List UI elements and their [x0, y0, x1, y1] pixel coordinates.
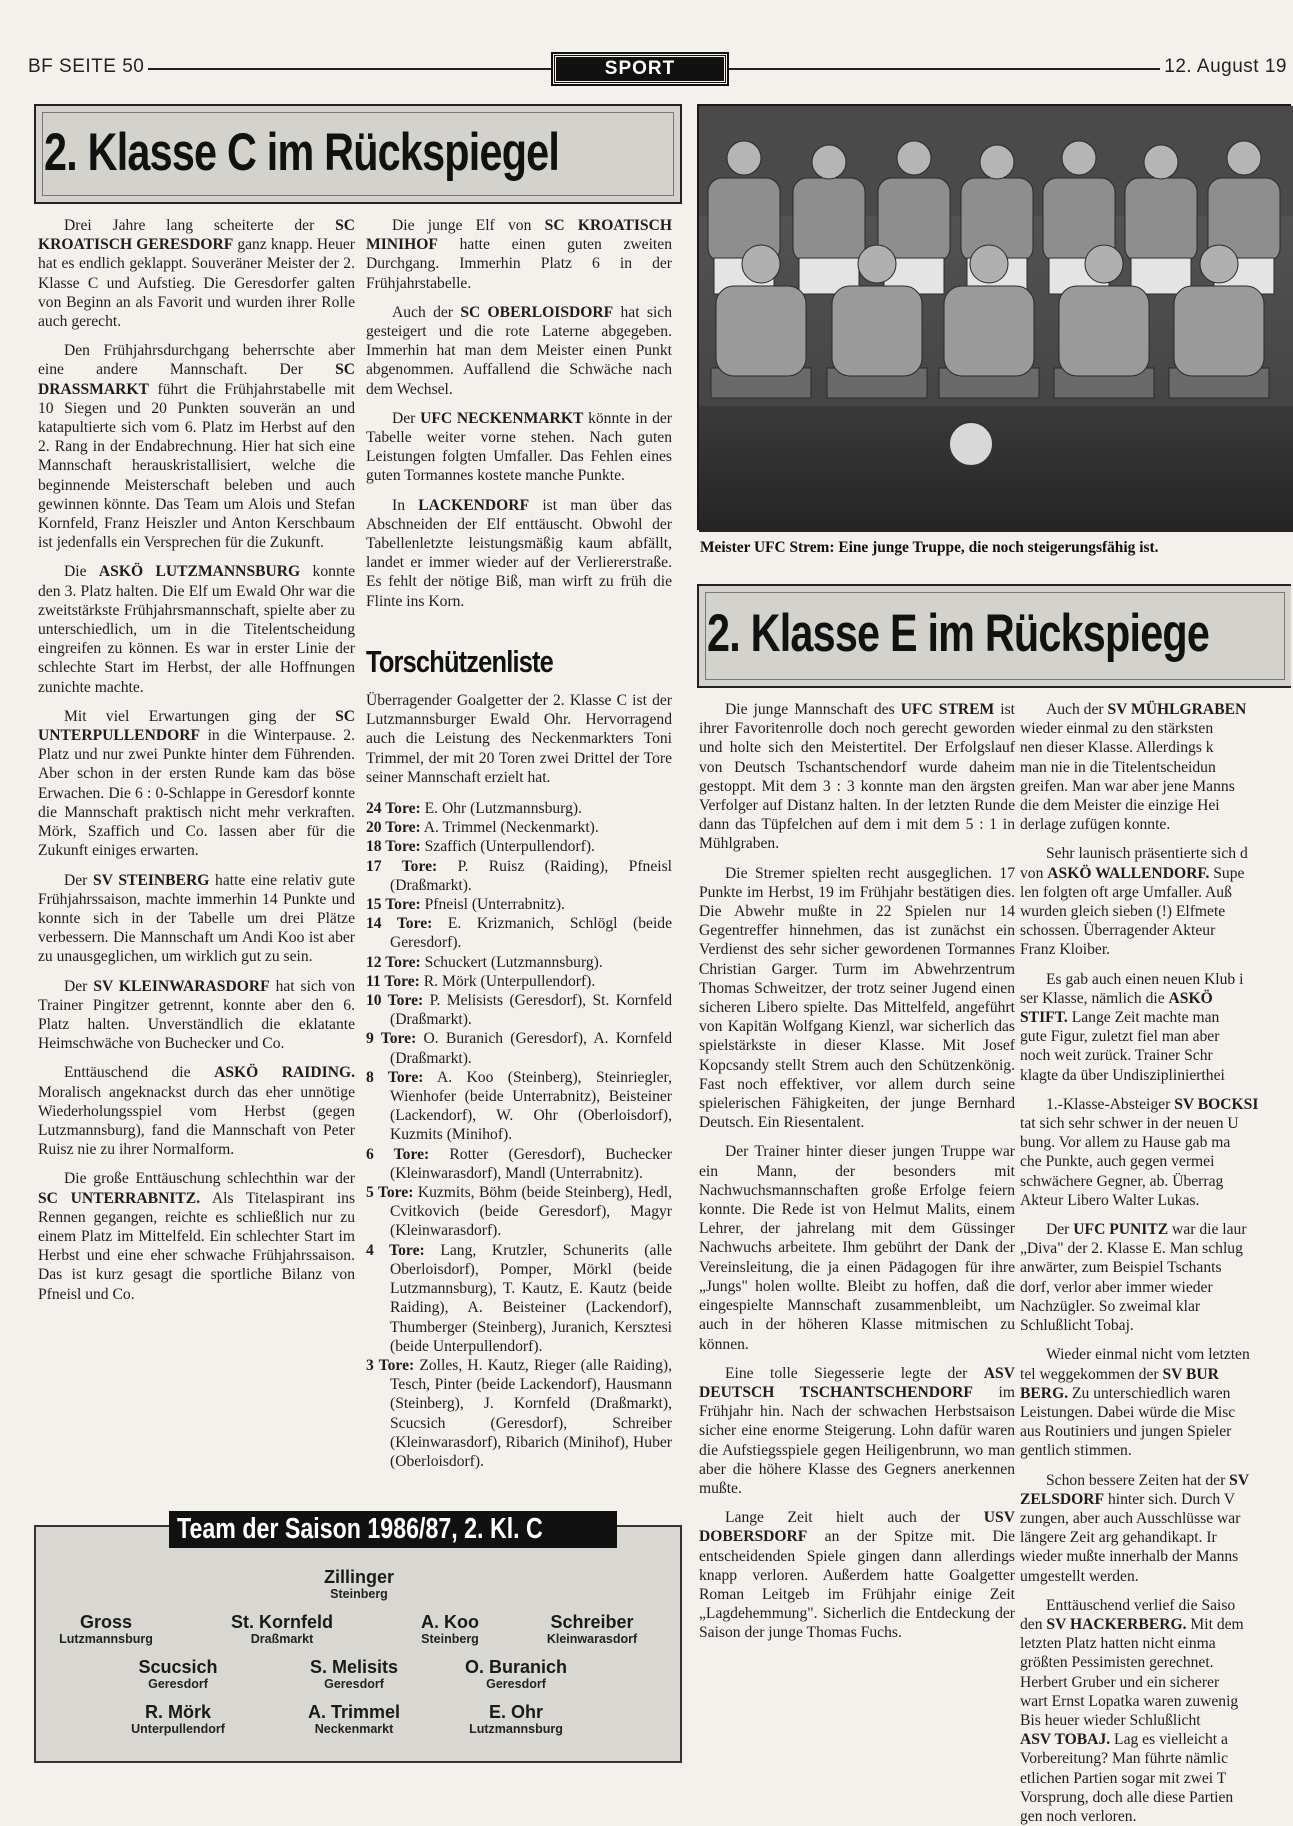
text-line: Vorbereitung? Man führte nämlic — [1020, 1750, 1228, 1768]
text-line: zungen, aber auch Ausschlüsse war — [1020, 1509, 1241, 1527]
player-club: Unterpullendorf — [131, 1722, 225, 1736]
headline-klasse-c: 2. Klasse C im Rückspiegel — [44, 123, 560, 182]
paragraph: Drei Jahre lang scheiterte der SC KROATISCH GERESDORF ganz knapp. Heuer hat es endlich geklappt. Souveräner Meister der 2. Klasse C und Aufstieg. Die Geresdorfer galten von Beginn an als Favorit und wurden ihrer Rolle auch gerecht. — [38, 217, 355, 331]
text-line: Leistungen. Dabei würde die Misc — [1020, 1403, 1236, 1421]
paragraph: Die junge Elf von SC KROATISCH MINIHOF hatte einen guten zweiten Durchgang. Immerhin Platz 6 in der Frühjahrstabelle. — [366, 217, 672, 292]
paragraph: Die junge Mannschaft des UFC STREM ist ihrer Favoritenrolle doch noch gerecht geworden und holte sich den Meistertitel. Der Erfolgslauf von Deutsch Tschantschendorf wurde daheim gestoppt. Mit dem 3 : 3 konnte man den ärgsten Verfolger auf Distanz halten. In der letzten Runde dann das Tüpfelchen auf dem i mit dem 5 : 1 in Mühlgraben. — [699, 701, 1015, 853]
text-line: etlichen Partien sogar mit zwei T — [1020, 1769, 1227, 1787]
team-player — [264, 1657, 444, 1691]
scorer-intro: Überragender Goalgetter der 2. Klasse C ist der Lutzmannsburger Ewald Ohr. Hervorragend auch die Leistung des Neckenmarkters Toni Trimmel, der mit 20 Toren zwei Drittel der Tore seiner Mannschaft erzielt hat. — [366, 692, 672, 786]
scorer-entry: 24 Tore: E. Ohr (Lutzmannsburg). — [366, 800, 582, 818]
scorer-entry: 12 Tore: Schuckert (Lutzmannsburg). — [366, 953, 603, 971]
paragraph: Lange Zeit hielt auch der USV DOBERSDORF an der Spitze mit. Die entscheidenden Spiele gingen dann allerdings knapp verloren. Außerdem hatte Goalgetter Roman Leitgeb im Frühjahr einige Zeit „Lagdehemmung". Sicherlich die Entdeckung der Saison der junge Thomas Fuchs. — [699, 1509, 1015, 1642]
player-name: R. Mörk — [144, 1702, 211, 1722]
text-line: klagte da über Undisziplinierthei — [1020, 1066, 1225, 1084]
article-column-2 — [366, 216, 672, 621]
player-club: Steinberg — [330, 1587, 388, 1601]
text-line: ASV TOBAJ. Lag es vielleicht a — [1020, 1731, 1228, 1749]
text-line: Herbert Gruber und ein sicherer — [1020, 1673, 1220, 1691]
scorer-entry: 6 Tore: Rotter (Geresdorf), Buchecker (Kleinwarasdorf), Mandl (Unterrabnitz). — [366, 1145, 672, 1182]
player-club: Lutzmannsburg — [469, 1722, 563, 1736]
paragraph: Der SV STEINBERG hatte eine relativ gute Frühjahrssaison, machte immerhin 14 Punkte und konnte sich in der Tabelle um drei Plätze verbessern. Die Mannschaft um Andi Koo ist aber zu unausgeglichen, um wirklich gut zu sein. — [38, 871, 355, 966]
text-line: tel weggekommen der SV BUR — [1020, 1365, 1219, 1383]
text-line: Es gab auch einen neuen Klub i — [1046, 970, 1244, 988]
scorer-entry: 9 Tore: O. Buranich (Geresdorf), A. Kornfeld (Draßmarkt). — [366, 1030, 673, 1067]
team-player — [264, 1702, 444, 1736]
paragraph: Die Stremer spielten recht ausgeglichen. 17 Punkte im Herbst, 19 im Frühjahr bestätigen dies. Die Abwehr mußte in 22 Spielen nur 14 Gegentreffer hinnehmen, das ist zunächst ein Verdienst des sehr sicher gewordenen Tormannes Christian Garger. Turm im Abwehrzentrum Thomas Schweitzer, der trotz seiner Jugend einen sicheren Libero spielte. Das Mittelfeld, angeführt von Kapitän Wolfgang Kienzl, war sicherlich das spielstärkste in dieser Klasse. Mit Josef Kopcsandy stellt Strem auch den Schützenkönig. Fast noch effektiver, vor allem durch seine spielerischen Fähigkeiten, der junge Bernhard Deutsch. Ein Riesentalent. — [699, 864, 1015, 1132]
text-line: Sehr launisch präsentierte sich d — [1046, 845, 1248, 863]
scorer-entry: 17 Tore: P. Ruisz (Raiding), Pfneisl (Draßmarkt). — [366, 857, 672, 894]
text-line: „Diva" der 2. Klasse E. Man schlug — [1020, 1240, 1243, 1258]
text-line: ser Klasse, nämlich die ASKÖ — [1020, 989, 1213, 1007]
text-line: Wieder einmal nicht vom letzten — [1046, 1346, 1250, 1364]
text-line: nen dieser Klasse. Allerdings k — [1020, 739, 1214, 757]
player-club: Geresdorf — [486, 1677, 546, 1691]
headline-box-klasse-c — [34, 104, 682, 204]
text-line: che Punkte, auch gegen vermei — [1020, 1153, 1215, 1171]
scorer-entries — [366, 799, 672, 1471]
player-name: Zillinger — [323, 1567, 394, 1587]
text-line: den SV HACKERBERG. Mit dem — [1020, 1615, 1244, 1633]
text-line: wieder einmal zu den stärksten — [1020, 720, 1214, 738]
player-club: Steinberg — [421, 1632, 479, 1646]
text-line: umgestellt werden. — [1020, 1567, 1139, 1585]
scorer-entry: 4 Tore: Lang, Krutzler, Schunerits (alle Oberloisdorf), Pomper, Mörkl (beide Lutzmannsburg), T. Kautz, E. Kautz (beide Raiding), A. Beisteiner (Lackendorf), Thumberger (Steinberg), Juranich, Kersztesi (beide Unterpullendorf). — [366, 1241, 672, 1355]
text-line: die dem Meister die einzige Hei — [1020, 797, 1220, 815]
issue-date: 12. August 19 — [1160, 56, 1291, 78]
text-line: schwächere Gegner, ab. Überrag — [1020, 1172, 1224, 1190]
player-club: Geresdorf — [148, 1677, 208, 1691]
headline-klasse-e: 2. Klasse E im Rückspiege — [707, 604, 1210, 663]
text-line: Bis heuer wieder Schlußlicht — [1020, 1711, 1201, 1729]
text-line: Vorsprung, doch alle diese Partien — [1020, 1788, 1234, 1806]
player-name: E. Ohr — [488, 1702, 543, 1722]
player-club: Geresdorf — [324, 1677, 384, 1691]
paragraph: Mit viel Erwartungen ging der SC UNTERPULLENDORF in die Winterpause. 2. Platz und nur zwei Punkte hinter dem Führenden. Aber schon in der ersten Runde kam das böse Erwachen. Die 6 : 0-Schlappe in Geresdorf konnte die Mannschaft praktisch nicht mehr verkraften. Mörk, Szaffich und Co. lassen aber für die Zukunft einiges erwarten. — [38, 707, 355, 860]
player-club: Neckenmarkt — [314, 1722, 394, 1736]
player-name: S. Melisits — [309, 1657, 399, 1677]
text-line: tat sich sehr schwer in der neuen U — [1020, 1115, 1239, 1133]
text-line: Schon bessere Zeiten hat der SV — [1046, 1471, 1250, 1489]
text-line: von ASKÖ WALLENDORF. Supe — [1020, 864, 1245, 882]
text-line: längere Zeit arg gehandikapt. Ir — [1020, 1529, 1217, 1547]
text-line: Schlußlicht Tobaj. — [1020, 1317, 1134, 1335]
player-name: A. Trimmel — [307, 1702, 401, 1722]
player-name: O. Buranich — [464, 1657, 567, 1677]
text-line: noch weit zurück. Trainer Schr — [1020, 1047, 1213, 1065]
text-line: anwärter, zum Beispiel Tschants — [1020, 1259, 1222, 1277]
text-line: Der UFC PUNITZ war die laur — [1046, 1221, 1247, 1239]
scorer-entry: 8 Tore: A. Koo (Steinberg), Steinriegler, Wienhofer (beide Unterrabnitz), Beisteiner (Lackendorf), W. Ohr (Oberloisdorf), Kuzmits (Minihof). — [366, 1068, 672, 1144]
team-player — [502, 1612, 682, 1646]
text-line: wart Ernst Lopatka waren zuwenig — [1020, 1692, 1239, 1710]
text-line: greifen. Man war aber jene Manns — [1020, 777, 1235, 795]
paragraph: Die ASKÖ LUTZMANNSBURG konnte den 3. Platz halten. Die Elf um Ewald Ohr war die zweitstärkste Frühjahrsmannschaft, spielte aber zu unterschiedlich, um in die Titelentscheidung eingreifen zu können. Es war in erster Linie der schlechte Start im Herbst, der alle Hoffnungen zunichte machte. — [38, 563, 355, 696]
paragraph: Den Frühjahrsdurchgang beherrschte aber eine andere Mannschaft. Der SC DRASSMARKT führt die Frühjahrstabelle mit 10 Siegen und 20 Punkten souverän an und katapultierte sich vom 6. Platz im Herbst auf den 2. Rang in der Endabrechnung. Hier hat sich eine Mannschaft herauskristallisiert, welche die beginnende Meisterschaft beleben und auch gewinnen könnte. Das Team um Alois und Stefan Kornfeld, Franz Heiszler und Anton Kerschbaum ist jedenfalls ein Versprechen für die Zukunft. — [38, 342, 355, 552]
section-label: SPORT — [553, 54, 727, 84]
team-player — [426, 1657, 606, 1691]
team-player — [16, 1612, 196, 1646]
player-club: Kleinwarasdorf — [546, 1632, 638, 1646]
subheading-torschuetzenliste: Torschützenliste — [366, 644, 553, 679]
paragraph: In LACKENDORF ist man über das Abschneiden der Elf enttäuscht. Obwohl der Tabellenletzte leistungsmäßig kaum abfällt, landet er immer wieder auf der Verliererstraße. Es fehlt der nötige Biß, man wirft zu früh die Flinte ins Korn. — [366, 496, 673, 610]
text-line: wieder mußte innerhalb der Manns — [1020, 1548, 1239, 1566]
team-player — [192, 1612, 372, 1646]
team-player — [88, 1702, 268, 1736]
scorer-entry: 5 Tore: Kuzmits, Böhm (beide Steinberg), Hedl, Cvitkovich (beide Geresdorf), Magyr (Kleinwarasdorf). — [366, 1184, 672, 1240]
paragraph: Auch der SC OBERLOISDORF hat sich gesteigert und die rote Laterne abgegeben. Immerhin hat man dem Meister einen Punkt abgenommen. Auffallend die Schwäche nach dem Wechsel. — [366, 303, 672, 398]
article-column-1 — [38, 216, 355, 1314]
article-column-4 — [1020, 700, 1291, 1826]
player-club: Draßmarkt — [250, 1632, 314, 1646]
article-column-3 — [699, 700, 1015, 1653]
scorer-entry: 14 Tore: E. Krizmanich, Schlögl (beide Geresdorf). — [366, 915, 672, 952]
paragraph: Der SV KLEINWARASDORF hat sich von Trainer Pingitzer getrennt, konnte aber den 6. Platz halten. Unverständlich die eklatante Heimschwäche von Buchecker und Co. — [38, 977, 355, 1053]
team-title: Team der Saison 1986/87, 2. Kl. C — [169, 1511, 617, 1548]
text-line: man nie in die Titelentscheidun — [1020, 758, 1216, 776]
scorer-entry: 18 Tore: Szaffich (Unterpullendorf). — [366, 838, 595, 856]
scorer-entry: 11 Tore: R. Mörk (Unterpullendorf). — [366, 972, 596, 990]
player-name: Scucsich — [138, 1657, 218, 1677]
text-line: letzten Platz hatten nicht einma — [1020, 1635, 1216, 1653]
paragraph: Enttäuschend die ASKÖ RAIDING. Moralisch angeknackst durch das eher unnötige Wiederholungsspiel vom Herbst (gegen Lutzmannsburg), fand die Mannschaft von Peter Ruisz nie zu ihrer Normalform. — [38, 1064, 355, 1159]
text-line: größten Pessimisten gerechnet. — [1020, 1654, 1214, 1672]
text-line: gentlich stimmen. — [1020, 1442, 1132, 1460]
text-line: BERG. Zu unterschiedlich waren — [1020, 1384, 1231, 1402]
scorer-list — [366, 691, 672, 1471]
page-number: BF SEITE 50 — [24, 56, 148, 78]
text-line: Akteur Libero Walter Lukas. — [1020, 1191, 1200, 1209]
team-player — [426, 1702, 606, 1736]
team-player — [88, 1657, 268, 1691]
player-name: Gross — [79, 1612, 133, 1632]
text-line: 1.-Klasse-Absteiger SV BOCKSI — [1046, 1095, 1259, 1113]
team-photo-image — [699, 106, 1293, 532]
player-club: Lutzmannsburg — [59, 1632, 153, 1646]
scorer-entry: 15 Tore: Pfneisl (Unterrabnitz). — [366, 896, 565, 914]
text-line: STIFT. Lange Zeit machte man — [1020, 1009, 1220, 1027]
text-line: wurden gleich sieben (!) Elfmete — [1020, 903, 1226, 921]
paragraph: Der Trainer hinter dieser jungen Truppe war ein Mann, der besonders mit Nachwuchsmannschaften große Erfolge feiern konnte. Die Rede ist von Helmut Malits, einem Lehrer, der jahrelang mit dem Güssinger Nachwuchs arbeitete. Ihm gebührt der Dank der Vereinsleitung, die ja einen Pädagogen für ihre „Jungs" holen wollte. Bleibt zu hoffen, daß die eingespielte Mannschaft zusammenbleibt, um auch in der höheren Klasse mitmischen zu können. — [699, 1143, 1015, 1353]
player-name: A. Koo — [421, 1612, 479, 1632]
text-line: aus Routiniers und jungen Spieler — [1020, 1423, 1232, 1441]
text-line: schossen. Überragender Akteur — [1020, 922, 1216, 940]
text-line: Auch der SV MÜHLGRABEN — [1046, 701, 1247, 718]
text-line: len folgten oft arge Umfaller. Auß — [1020, 883, 1232, 901]
text-line: Enttäuschend verlief die Saiso — [1046, 1596, 1236, 1614]
text-line: Nachzügler. So zweimal klar — [1020, 1297, 1201, 1315]
paragraph: Eine tolle Siegesserie legte der ASV DEUTSCH TSCHANTSCHENDORF im Frühjahr hin. Nach der schwachen Herbstsaison sicher eine enorme Steigerung. Lohn dafür waren die Aufstiegsspiele gegen Heiligenbrunn, wo man aber die höhere Klasse des Gegners anerkennen mußte. — [699, 1364, 1015, 1497]
scorer-entry: 20 Tore: A. Trimmel (Neckenmarkt). — [366, 819, 599, 837]
team-photo — [697, 104, 1291, 530]
text-line: ZELSDORF hinter sich. Durch V — [1020, 1490, 1235, 1508]
text-line: derlage zufügen konnte. — [1020, 816, 1171, 834]
paragraph: Die große Enttäuschung schlechthin war der SC UNTERRABNITZ. Als Titelaspirant ins Rennen gegangen, reichte es schließlich nur zu einem Platz im Mittelfeld. Ein schlechter Start im Herbst und eine eher schwache Frühjahrssaison. Das ist kurz gesagt die sportliche Bilanz von Pfneisl und Co. — [38, 1170, 356, 1303]
text-line: gute Figur, zuletzt fiel man aber — [1020, 1028, 1220, 1046]
player-name: Schreiber — [550, 1612, 634, 1632]
scorer-entry: 10 Tore: P. Melisists (Geresdorf), St. Kornfeld (Draßmarkt). — [366, 992, 672, 1029]
text-line: bung. Vor allem zu Hause gab ma — [1020, 1134, 1231, 1152]
text-line: dorf, verlor aber immer wieder — [1020, 1278, 1213, 1296]
photo-caption: Meister UFC Strem: Eine junge Truppe, die noch steigerungsfähig ist. — [700, 539, 1159, 556]
player-name: St. Kornfeld — [231, 1612, 333, 1632]
team-player — [269, 1567, 449, 1601]
football — [949, 422, 993, 466]
headline-box-klasse-e — [697, 584, 1291, 688]
text-line: Franz Kloiber. — [1020, 941, 1111, 959]
paragraph: Der UFC NECKENMARKT könnte in der Tabelle weiter vorne stehen. Nach guten Leistungen folgten Umfaller. Das Fehlen eines guten Tormannes kostete manche Punkte. — [366, 409, 672, 485]
team-of-season-box — [34, 1513, 682, 1763]
text-line: gen noch verloren. — [1020, 1807, 1137, 1825]
scorer-entry: 3 Tore: Zolles, H. Kautz, Rieger (alle Raiding), Tesch, Pinter (beide Lackendorf), Hausmann (Steinberg), J. Kornfeld (Draßmarkt), Scucsich (Geresdorf), Schreiber (Kleinwarasdorf), Ribarich (Minihof), Huber (Oberloisdorf). — [366, 1356, 672, 1470]
